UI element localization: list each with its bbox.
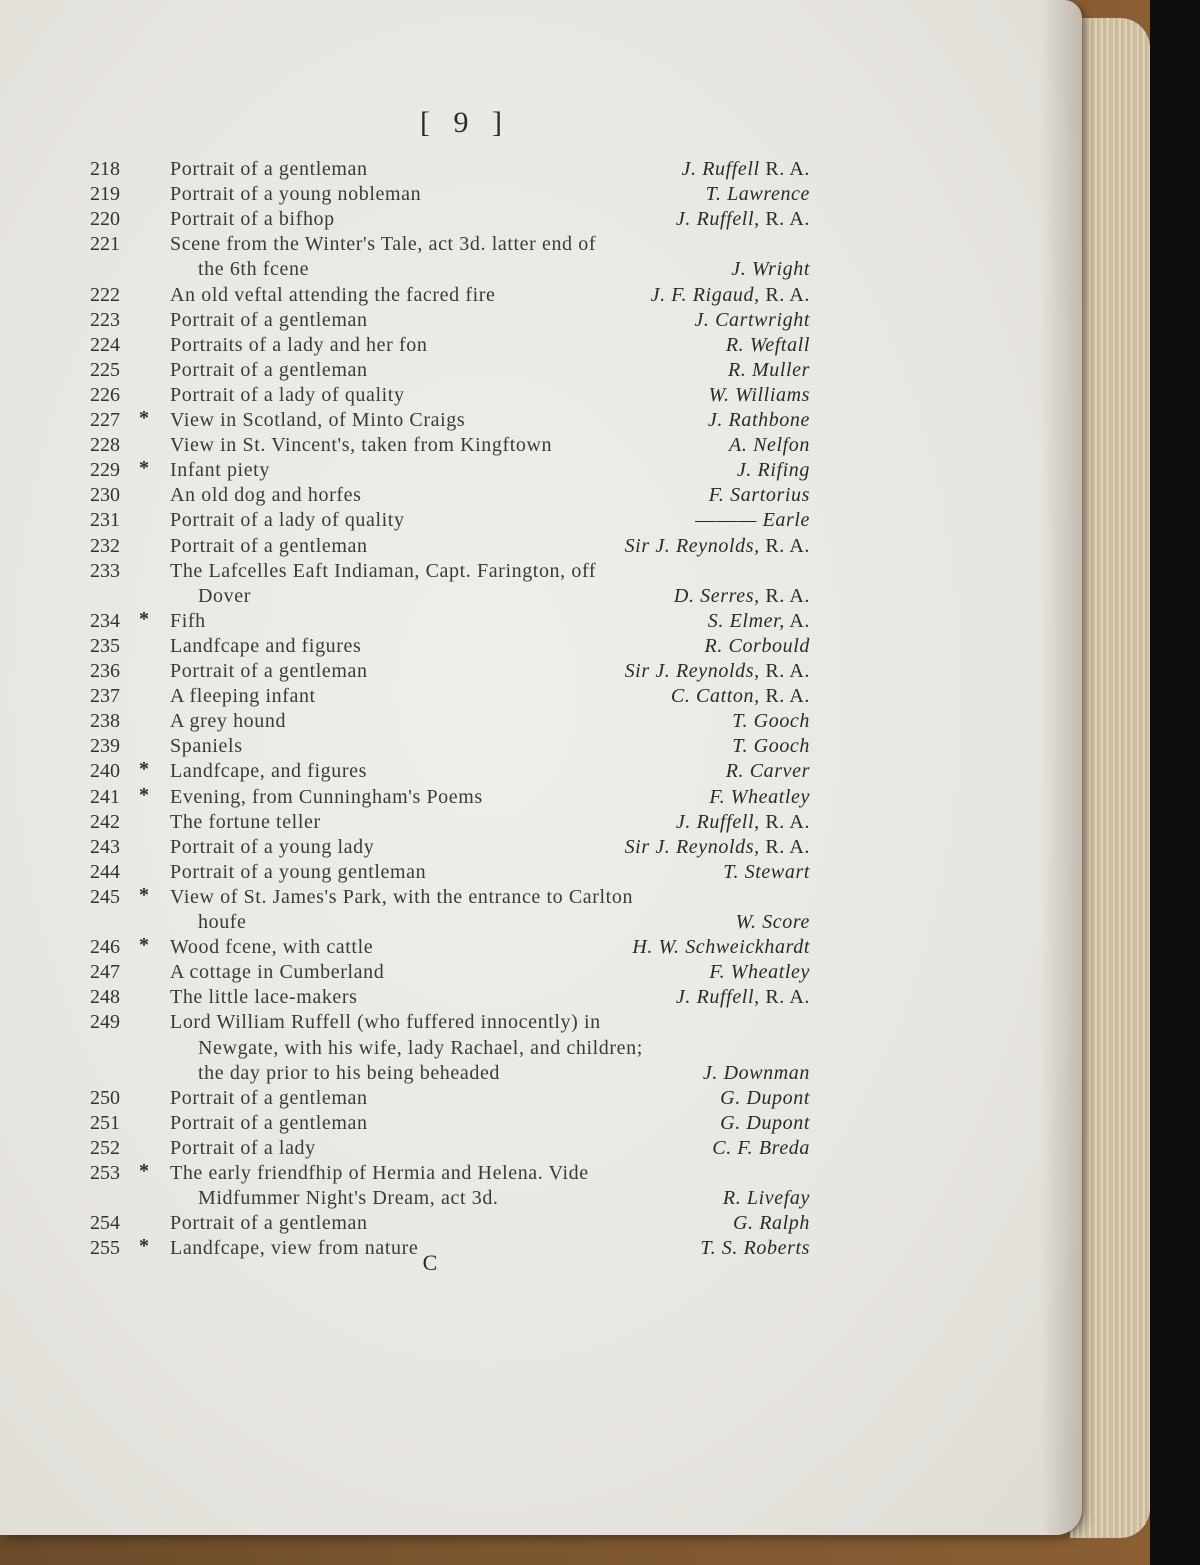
catalogue-line (0, 509, 830, 534)
entry-number: 239 (90, 735, 120, 758)
artist-name-text: R. Livefay (722, 1187, 810, 1210)
asterisk-mark: * (139, 1235, 149, 1258)
artist-name (676, 208, 810, 231)
entry-title: A fleeping infant (170, 685, 316, 708)
asterisk-mark: * (139, 783, 149, 806)
entry-number: 255 (90, 1237, 120, 1260)
entry-title: Portrait of a bifhop (170, 208, 335, 231)
entry-number: 244 (90, 860, 120, 883)
catalogue-line (0, 936, 830, 961)
entry-title: The fortune teller (170, 810, 321, 833)
entry-number: 236 (90, 660, 120, 682)
artist-name (712, 1137, 810, 1160)
artist-name-text: A. Nelfon (729, 434, 810, 457)
artist-name-text: Sir J. Reynolds, (624, 835, 760, 858)
artist-name (709, 961, 810, 984)
asterisk-mark: * (139, 758, 149, 781)
artist-name-text: J. Rathbone (707, 409, 810, 431)
artist-name-text: D. Serres, (673, 584, 760, 607)
entry-title: View in St. Vincent's, taken from Kingftown (170, 434, 553, 457)
artist-name-text: Sir J. Reynolds, (624, 660, 760, 682)
artist-name-text: T. Gooch (732, 710, 810, 733)
artist-name (676, 811, 810, 834)
catalogue-line (0, 158, 830, 183)
catalogue-line (0, 1187, 830, 1212)
entry-title: the 6th fcene (198, 258, 310, 281)
catalogue-line (0, 811, 830, 836)
entry-title: Spaniels (170, 735, 243, 758)
artist-name (674, 585, 810, 608)
academy-suffix: R. A. (759, 158, 810, 180)
entry-title: Portrait of a gentleman (170, 1212, 368, 1235)
catalogue-line (0, 1037, 830, 1062)
catalogue-line (0, 208, 830, 233)
entry-title: Portrait of a young lady (170, 835, 375, 858)
catalogue-line (0, 183, 830, 208)
artist-name-text: G. Ralph (732, 1212, 810, 1235)
artist-name (732, 735, 810, 758)
entry-number: 253 (90, 1162, 120, 1184)
entry-title: Dover (198, 584, 251, 607)
catalogue-line (0, 434, 830, 459)
signature-mark: C (422, 1250, 438, 1275)
entry-title: The Lafcelles Eaft Indiaman, Capt. Farington, off (170, 559, 597, 582)
artist-name (737, 459, 810, 482)
entry-title: Portrait of a gentleman (170, 158, 368, 180)
entry-number: 220 (90, 208, 120, 231)
entry-title: Portrait of a gentleman (170, 308, 368, 331)
artist-name (723, 861, 810, 884)
entry-number: 231 (90, 509, 120, 532)
artist-name-text: R. Muller (727, 358, 810, 381)
artist-name-text: F. Wheatley (709, 961, 810, 984)
artist-name-text: R. Corbould (704, 634, 810, 657)
entry-title: Scene from the Winter's Tale, act 3d. latter end of (170, 233, 597, 256)
entry-title: Wood fcene, with cattle (170, 936, 374, 959)
academy-suffix: R. A. (759, 810, 810, 833)
entry-title: Midfummer Night's Dream, act 3d. (198, 1187, 499, 1210)
entry-title: Landfcape and figures (170, 634, 362, 657)
catalogue-line (0, 258, 830, 283)
artist-name (706, 183, 810, 206)
entry-number: 218 (90, 158, 120, 180)
catalogue-line (0, 660, 830, 685)
artist-name (709, 484, 810, 507)
artist-name (695, 509, 810, 532)
artist-name-text: F. Sartorius (708, 484, 810, 507)
catalogue-line (0, 883, 830, 911)
entry-title: Evening, from Cunningham's Poems (170, 785, 483, 808)
entry-number: 241 (90, 785, 120, 808)
entry-number: 249 (90, 1011, 120, 1034)
artist-name-text: T. Stewart (723, 860, 810, 883)
entry-number: 242 (90, 810, 120, 833)
entry-number: 228 (90, 434, 120, 457)
catalogue-line (0, 961, 830, 986)
artist-name-text: W. Williams (708, 383, 810, 406)
artist-name-text: G. Dupont (720, 1086, 810, 1109)
artist-name-text: J. Ruffell, (675, 986, 760, 1009)
entry-title: Infant piety (170, 459, 270, 482)
page-number: [ 9 ] (420, 106, 510, 139)
catalogue-line (0, 760, 830, 785)
artist-name-text: J. Ruffell, (675, 208, 760, 231)
asterisk-mark: * (139, 1160, 149, 1182)
entry-number: 243 (90, 835, 120, 858)
entry-number: 248 (90, 986, 120, 1009)
catalogue-line (0, 1162, 830, 1187)
artist-name (651, 284, 810, 307)
catalogue-line (0, 309, 830, 334)
entry-title: Portrait of a gentleman (170, 1086, 368, 1109)
catalogue-line (0, 911, 830, 936)
catalogue-line (0, 409, 830, 434)
artist-name (720, 1112, 810, 1135)
catalogue-line (0, 1212, 830, 1237)
entry-title: The early friendfhip of Hermia and Helena. Vide (170, 1162, 589, 1184)
entry-title: Newgate, with his wife, lady Rachael, and children; (198, 1036, 643, 1059)
artist-name (705, 635, 811, 658)
artist-name-text: Sir J. Reynolds, (624, 534, 760, 557)
academy-suffix: R. A. (759, 685, 810, 708)
entry-number: 224 (90, 333, 120, 356)
entry-number: 219 (90, 183, 120, 206)
catalogue-line (0, 233, 830, 258)
artist-name-text: C. Catton, (670, 685, 760, 708)
entry-number: 254 (90, 1212, 120, 1235)
artist-name (731, 258, 810, 281)
artist-name (703, 1062, 810, 1085)
entry-number: 234 (90, 609, 120, 632)
artist-name (625, 660, 810, 683)
catalogue-line (0, 710, 830, 735)
entry-title: A cottage in Cumberland (170, 961, 385, 984)
artist-name (720, 1087, 810, 1110)
artist-name-text: F. Wheatley (709, 785, 810, 808)
entry-number: 250 (90, 1086, 120, 1109)
artist-name-text: R. Weftall (725, 333, 810, 356)
entry-number: 238 (90, 710, 120, 733)
entry-number: 252 (90, 1136, 120, 1159)
entry-number: 226 (90, 383, 120, 406)
entry-title: Portrait of a lady (170, 1136, 316, 1159)
artist-name (736, 911, 810, 934)
artist-name (732, 710, 810, 733)
artist-name-text: J. Wright (731, 258, 810, 281)
entry-number: 227 (90, 409, 120, 431)
entry-number: 221 (90, 233, 120, 256)
artist-name (632, 936, 810, 959)
artist-name-text: J. Ruffell (681, 158, 760, 180)
artist-name (694, 309, 810, 332)
entry-title: Portrait of a lady of quality (170, 383, 405, 406)
artist-name (682, 158, 810, 181)
artist-name-text: H. W. Schweickhardt (632, 936, 810, 959)
artist-name-text: S. Elmer, (707, 609, 785, 632)
artist-name (676, 986, 810, 1009)
entry-number: 245 (90, 885, 120, 908)
entry-title: A grey hound (170, 710, 287, 733)
entry-title: Portrait of a gentleman (170, 660, 368, 682)
catalogue-line (0, 535, 830, 560)
asterisk-mark: * (139, 883, 149, 906)
entry-number: 229 (90, 459, 120, 482)
entry-number: 247 (90, 961, 120, 984)
entry-number: 225 (90, 358, 120, 381)
entry-number: 251 (90, 1111, 120, 1134)
artist-name-text: Earle (762, 509, 810, 532)
asterisk-mark: * (139, 407, 149, 429)
catalogue-line (0, 284, 830, 309)
artist-name (726, 760, 810, 783)
artist-name (728, 359, 810, 382)
entry-number: 233 (90, 559, 120, 582)
entry-title: Landfcape, and figures (170, 760, 367, 783)
artist-name-text: G. Dupont (720, 1111, 810, 1134)
catalogue-line (0, 1112, 830, 1137)
entry-title: Portraits of a lady and her fon (170, 333, 428, 356)
catalogue-line (0, 735, 830, 760)
entry-number: 246 (90, 936, 120, 959)
entry-number: 240 (90, 760, 120, 783)
entry-title: Portrait of a young gentleman (170, 860, 427, 883)
entry-number: 222 (90, 283, 120, 306)
artist-name-text: J. Downman (702, 1061, 810, 1084)
academy-suffix: R. A. (759, 283, 810, 306)
artist-name (709, 786, 810, 809)
entry-title: the day prior to his being beheaded (198, 1061, 501, 1084)
academy-suffix: R. A. (759, 534, 810, 557)
catalogue-line (0, 986, 830, 1011)
asterisk-mark: * (139, 934, 149, 957)
entry-title: An old dog and horfes (170, 484, 362, 507)
catalogue-line (0, 783, 830, 811)
entry-title: Landfcape, view from nature (170, 1237, 419, 1260)
academy-suffix: R. A. (759, 986, 810, 1009)
artist-name (625, 535, 810, 558)
catalogue-line (0, 1011, 830, 1036)
entry-title: Portrait of a gentleman (170, 358, 368, 381)
artist-name (723, 1187, 810, 1210)
entry-title: Portrait of a lady of quality (170, 509, 405, 532)
academy-suffix: A. (784, 609, 810, 632)
artist-name-text: T. Gooch (732, 735, 810, 758)
catalogue-line (0, 359, 830, 384)
catalogue-line (0, 585, 830, 610)
artist-name-text: T. Lawrence (705, 183, 810, 206)
entry-title: View in Scotland, of Minto Craigs (170, 409, 466, 431)
artist-name-text: C. F. Breda (712, 1136, 810, 1159)
artist-name-text: J. F. Rigaud, (650, 283, 760, 306)
entry-title: The little lace-makers (170, 986, 358, 1009)
entry-title: Lord William Ruffell (who fuffered innocently) in (170, 1011, 601, 1034)
artist-name-text: J. Ruffell, (675, 810, 760, 833)
artist-name (709, 384, 810, 407)
artist-name (625, 836, 810, 859)
academy-suffix: R. A. (759, 660, 810, 682)
entry-title: Portrait of a gentleman (170, 1111, 368, 1134)
catalogue-line (0, 560, 830, 585)
artist-name (726, 334, 810, 357)
academy-suffix: R. A. (759, 208, 810, 231)
artist-name-text: J. Rifing (736, 459, 810, 482)
catalogue-line (0, 334, 830, 359)
artist-name-text: J. Cartwright (694, 308, 810, 331)
catalogue-line (0, 685, 830, 710)
artist-name-text: W. Score (735, 911, 810, 933)
artist-name (708, 610, 810, 633)
artist-name-text: R. Carver (725, 760, 810, 783)
entry-number: 237 (90, 685, 120, 708)
academy-suffix: R. A. (759, 584, 810, 607)
entry-number: 230 (90, 484, 120, 507)
entry-title: Fifh (170, 609, 206, 632)
asterisk-mark: * (139, 457, 149, 480)
entry-title: View of St. James's Park, with the entrance to Carlton (170, 885, 634, 908)
entry-number: 232 (90, 534, 120, 557)
catalogue-line (0, 1062, 830, 1087)
artist-name (671, 685, 810, 708)
artist-name (733, 1212, 810, 1235)
entry-title: houfe (198, 911, 247, 933)
catalogue-line (0, 1087, 830, 1112)
entry-number: 235 (90, 634, 120, 657)
artist-name-text: T. S. Roberts (700, 1237, 810, 1260)
academy-suffix: R. A. (759, 835, 810, 858)
catalogue-line (0, 384, 830, 409)
catalogue-line (0, 484, 830, 509)
entry-title: Portrait of a gentleman (170, 534, 368, 557)
entry-number: 223 (90, 308, 120, 331)
artist-name (729, 434, 810, 457)
artist-name (708, 409, 810, 432)
catalogue-line (0, 635, 830, 660)
catalogue-line (0, 861, 830, 886)
catalogue-line (0, 836, 830, 861)
catalogue-line (0, 1137, 830, 1162)
catalogue-line (0, 459, 830, 484)
catalogue-line (0, 607, 830, 635)
entry-title: An old veftal attending the facred fire (170, 283, 496, 306)
entry-title: Portrait of a young nobleman (170, 183, 422, 206)
asterisk-mark: * (139, 607, 149, 630)
